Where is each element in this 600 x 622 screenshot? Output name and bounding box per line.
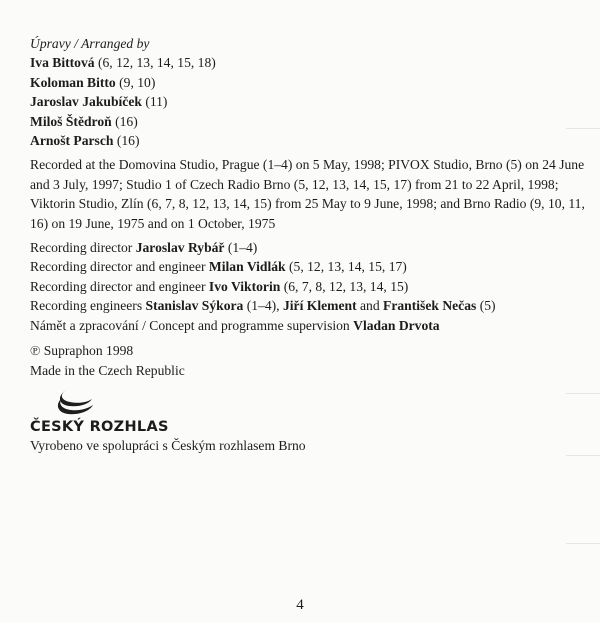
arranger-tracks: (9, 10) <box>115 74 156 90</box>
arranger-name: Miloš Štědroň <box>30 113 112 129</box>
credit-recording-engineers: Recording engineers Stanislav Sýkora (1–4), Jiří Klement and František Nečas (5) <box>30 298 496 314</box>
arranger-tracks: (6, 12, 13, 14, 15, 18) <box>94 55 216 71</box>
arranger-line <box>30 53 590 72</box>
recording-locations: Recorded at the Domovina Studio, Prague (1–4) on 5 May, 1998; PIVOX Studio, Brno (5) on 24 June and 3 July, 1997; Studio 1 of Czech Radio Brno (5, 12, 13, 14, 15, 17) from 21 to 22 April, 1998; Viktorin Studio, Zlín (6, 7, 8, 12, 13, 14, 15) from 25 May to 9 June, 1998; and Brno Radio (9, 10, 11, 16) on 19 June, 1975 and on 1 October, 1975 <box>30 157 585 231</box>
divider <box>566 543 600 544</box>
credit-name: František Nečas <box>383 298 477 314</box>
credit-name: Vladan Drvota <box>353 317 440 333</box>
arranger-tracks: (16) <box>113 133 140 149</box>
credit-name: Jaroslav Rybář <box>135 240 225 256</box>
arranger-name: Iva Bittová <box>30 55 95 71</box>
made-in-line: Made in the Czech Republic <box>30 362 185 378</box>
credit-recording-director: Recording director Jaroslav Rybář (1–4) <box>30 240 258 256</box>
arranger-name: Jaroslav Jakubíček <box>30 94 142 110</box>
credit-name: Stanislav Sýkora <box>145 298 244 314</box>
arranger-line <box>30 112 590 131</box>
arranger-name: Koloman Bitto <box>30 74 116 90</box>
arranger-line <box>30 92 590 111</box>
credit-name: Ivo Viktorin <box>208 278 281 294</box>
arranged-heading: Úpravy / Arranged by <box>30 36 150 51</box>
arranger-tracks: (11) <box>141 94 168 110</box>
booklet-page <box>30 34 590 455</box>
credit-name: Jiří Klement <box>282 298 357 314</box>
phonogram-symbol: ℗ <box>30 343 41 359</box>
page-number: 4 <box>296 597 304 613</box>
cesky-rozhlas-logo <box>30 388 590 436</box>
cooperation-line: Vyrobeno ve spolupráci s Českým rozhlasem Brno <box>30 437 306 453</box>
divider <box>566 393 600 394</box>
arranger-name: Arnošt Parsch <box>30 133 114 149</box>
credit-concept: Námět a zpracování / Concept and programme supervision Vladan Drvota <box>30 317 440 333</box>
arranger-line <box>30 131 590 150</box>
arranger-line <box>30 73 590 92</box>
credit-director-engineer: Recording director and engineer Ivo Viktorin (6, 7, 8, 12, 13, 14, 15) <box>30 278 409 294</box>
arranger-tracks: (16) <box>111 113 138 129</box>
logo-wordmark: ČESKÝ ROZHLAS <box>30 418 169 435</box>
copyright-line: ℗ Supraphon 1998 <box>30 343 134 359</box>
divider <box>566 455 600 456</box>
divider <box>566 128 600 129</box>
credit-name: Milan Vidlák <box>208 259 286 275</box>
cesky-rozhlas-wave-icon <box>52 388 96 418</box>
credit-director-engineer: Recording director and engineer Milan Vidlák (5, 12, 13, 14, 15, 17) <box>30 259 407 275</box>
